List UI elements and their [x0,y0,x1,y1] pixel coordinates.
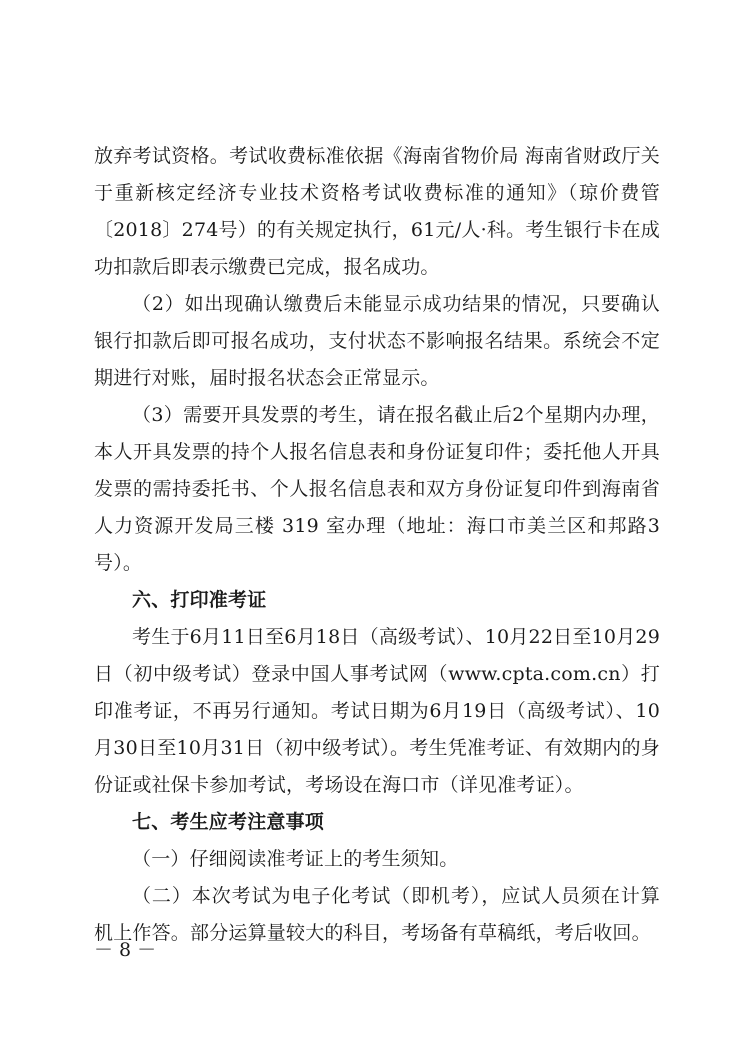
paragraph-fee-standard: 放弃考试资格。考试收费标准依据《海南省物价局 海南省财政厅关于重新核定经济专业技术资格考试收费标准的通知》（琼价费管〔2018〕274号）的有关规定执行，61元/人·科。考生银行卡在成功扣款后即表示缴费已完成，报名成功。 [94,145,660,278]
section-heading-print-admission: 六、打印准考证 [132,589,267,611]
document-body [94,138,660,952]
section-heading-exam-notes: 七、考生应考注意事项 [132,811,325,833]
paragraph-computer-exam: （二）本次考试为电子化考试（即机考），应试人员须在计算机上作答。部分运算量较大的科目，考场备有草稿纸，考后收回。 [94,885,660,944]
paragraph-print-admission: 考生于6月11日至6月18日（高级考试）、10月22日至10月29日（初中级考试）登录中国人事考试网（www.cpta.com.cn）打印准考证，不再另行通知。考试日期为6月19日（高级考试）、10月30日至10月31日（初中级考试）。考生凭准考证、有效期内的身份证或社保卡参加考试，考场设在海口市（详见准考证）。 [94,626,660,796]
page-number: － 8 － [94,939,157,961]
paragraph-invoice: （3）需要开具发票的考生，请在报名截止后2个星期内办理，本人开具发票的持个人报名信息表和身份证复印件；委托他人开具发票的需持委托书、个人报名信息表和双方身份证复印件到海南省人力资源开发局三楼 319 室办理（地址：海口市美兰区和邦路3号）。 [94,404,660,574]
paragraph-read-instructions: （一）仔细阅读准考证上的考生须知。 [132,848,459,870]
paragraph-payment-confirmation: （2）如出现确认缴费后未能显示成功结果的情况，只要确认银行扣款后即可报名成功，支付状态不影响报名结果。系统会不定期进行对账，届时报名状态会正常显示。 [94,293,660,389]
